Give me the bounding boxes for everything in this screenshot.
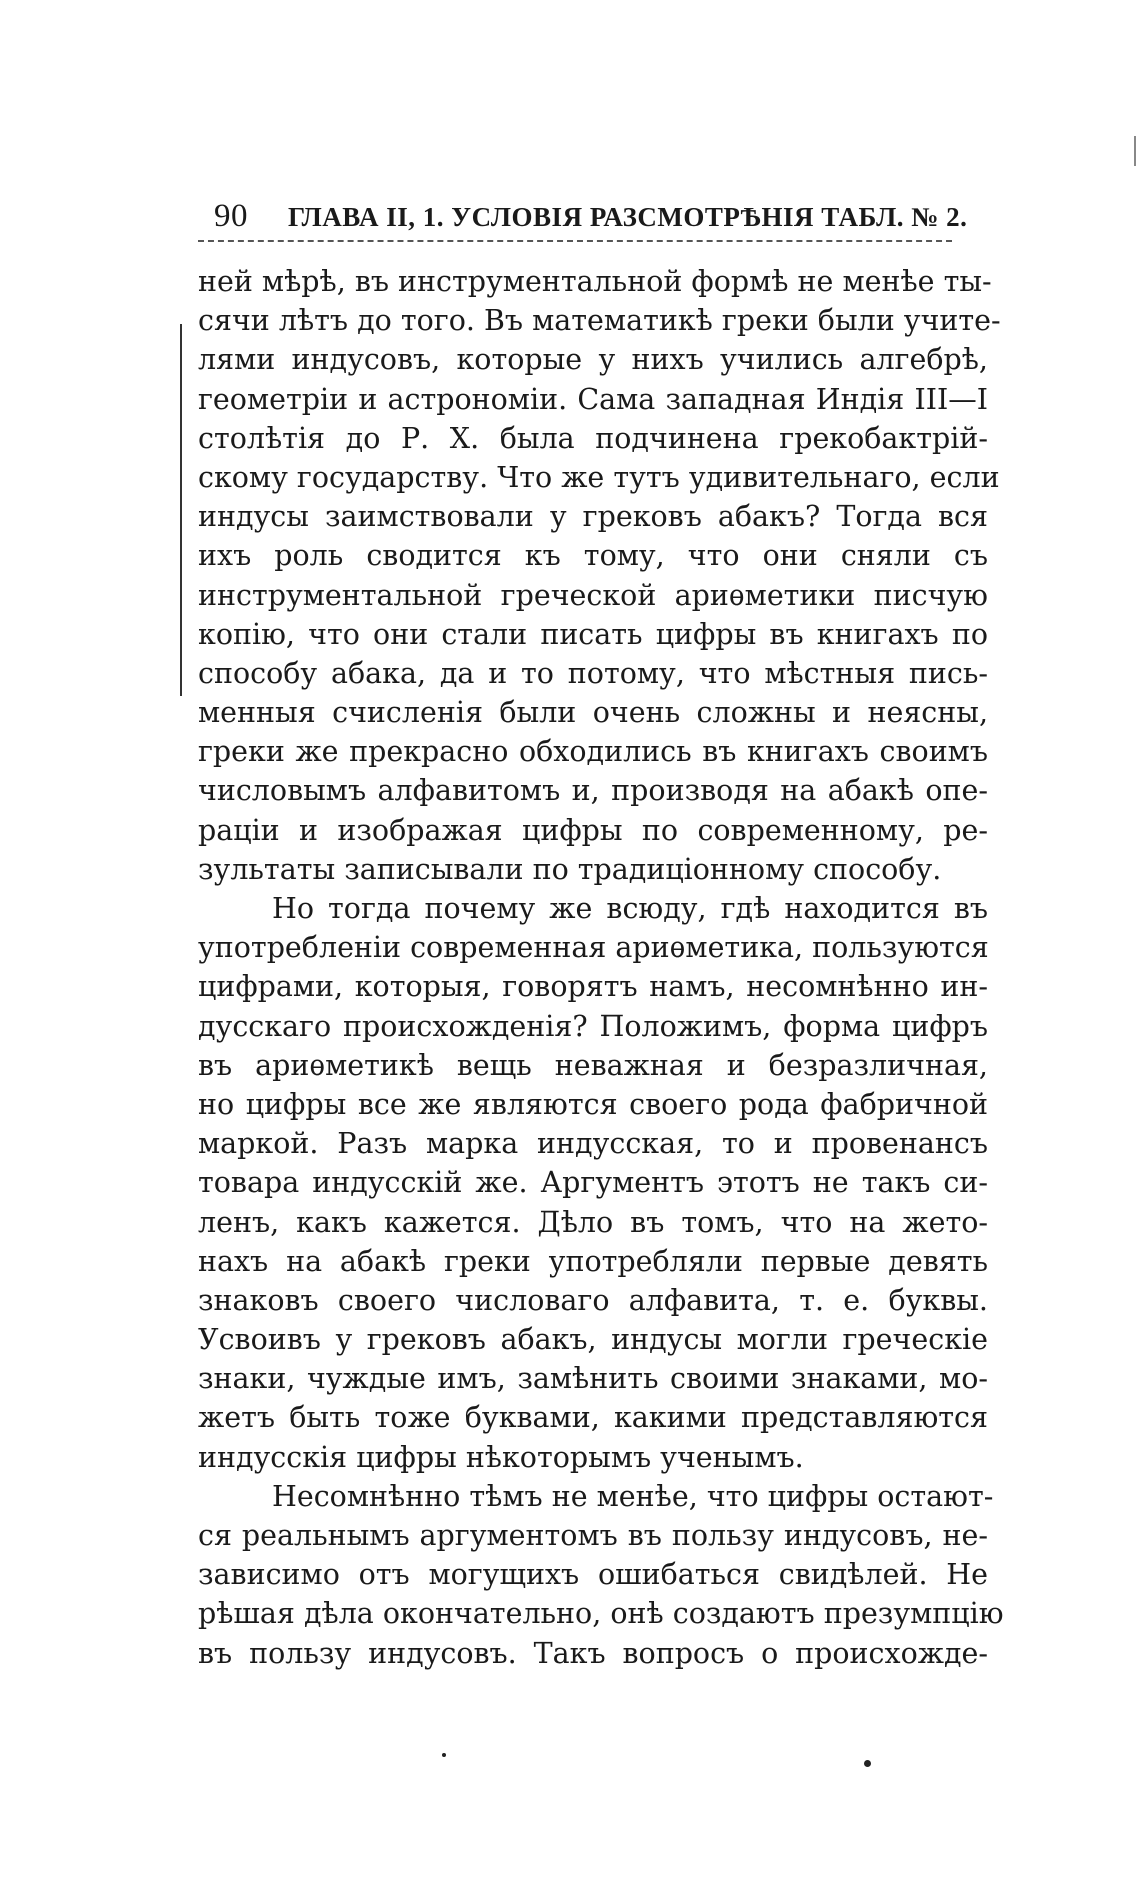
text-line: копію, что они стали писать цифры въ книгахъ по [198, 617, 988, 651]
running-head [198, 198, 968, 246]
text-line: геометріи и астрономіи. Сама западная Индія III—I [198, 382, 988, 416]
header-rule [198, 240, 952, 242]
text-line: зависимо отъ могущихъ ошибаться свидѣлей. Не [198, 1558, 988, 1592]
text-line: знаки, чуждые имъ, замѣнить своими знаками, мо- [198, 1362, 988, 1396]
text-line: индусы заимствовали у грековъ абакъ? Тогда вся [198, 500, 988, 534]
text-line: но цифры все же являются своего рода фабричной [198, 1087, 988, 1121]
text-line: ихъ роль сводится къ тому, что они сняли съ [198, 539, 988, 573]
text-line: рѣшая дѣла окончательно, онѣ создаютъ презумпцію [198, 1597, 1004, 1631]
paragraph-3 [198, 1477, 1004, 1673]
page-number: 90 [214, 198, 248, 234]
text-line: въ ариѳметикѣ вещь неважная и безразличная, [198, 1048, 988, 1082]
text-line: способу абака, да и то потому, что мѣстныя пись- [198, 656, 988, 690]
paragraph-1 [198, 262, 1001, 889]
text-line: знаковъ своего числоваго алфавита, т. е. буквы. [198, 1283, 988, 1317]
text-line: зультаты записывали по традиціонному способу. [198, 852, 942, 886]
text-line: употребленіи современная ариѳметика, пользуются [198, 931, 989, 965]
text-line: менныя счисленія были очень сложны и неясны, [198, 696, 988, 730]
text-line: ленъ, какъ кажется. Дѣло въ томъ, что на жето- [198, 1205, 988, 1239]
text-line: дусскаго происхожденія? Положимъ, форма цифръ [198, 1009, 988, 1043]
text-line: въ пользу индусовъ. Такъ вопросъ о происхожде- [198, 1636, 988, 1670]
text-line: индусскія цифры нѣкоторымъ ученымъ. [198, 1440, 804, 1474]
text-line: жетъ быть тоже буквами, какими представляются [198, 1401, 988, 1435]
text-line: скому государству. Что же тутъ удивительнаго, если [198, 460, 1000, 494]
text-line: товара индусскій же. Аргументъ этотъ не такъ си- [198, 1166, 988, 1200]
text-line: ней мѣрѣ, въ инструментальной формѣ не менѣе ты- [198, 265, 992, 298]
text-line: цифрами, которыя, говорятъ намъ, несомнѣнно ин- [198, 970, 988, 1004]
text-line: инструментальной греческой ариѳметики писчую [198, 578, 988, 612]
paragraph-2 [198, 889, 988, 1477]
edge-mark [1134, 136, 1136, 166]
text-line: раціи и изображая цифры по современному, ре- [198, 813, 988, 847]
margin-mark [180, 324, 182, 696]
text-line: Несомнѣнно тѣмъ не менѣе, что цифры остают- [272, 1479, 994, 1513]
ink-speck [864, 1760, 871, 1767]
body-text [198, 262, 1004, 1673]
text-line: столѣтія до Р. Х. была подчинена грекобактрій- [198, 421, 988, 455]
text-line: Но тогда почему же всюду, гдѣ находится въ [272, 892, 988, 925]
text-line: ся реальнымъ аргументомъ въ пользу индусовъ, не- [198, 1519, 988, 1552]
running-title: ГЛАВА II, 1. УСЛОВІЯ РАЗСМОТРѢНІЯ ТАБЛ. № 2. [288, 202, 968, 232]
text-line: греки же прекрасно обходились въ книгахъ своимъ [198, 735, 988, 769]
text-line: лями индусовъ, которые у нихъ учились алгебрѣ, [198, 343, 988, 377]
text-line: числовымъ алфавитомъ и, производя на абакѣ опе- [198, 774, 988, 808]
text-line: сячи лѣтъ до того. Въ математикѣ греки были учите- [198, 304, 1001, 338]
text-line: маркой. Разъ марка индусская, то и провенансъ [198, 1127, 988, 1161]
text-line: Усвоивъ у грековъ абакъ, индусы могли греческіе [198, 1323, 988, 1357]
ink-speck [442, 1753, 446, 1757]
text-line: нахъ на абакѣ греки употребляли первые девять [198, 1244, 988, 1278]
